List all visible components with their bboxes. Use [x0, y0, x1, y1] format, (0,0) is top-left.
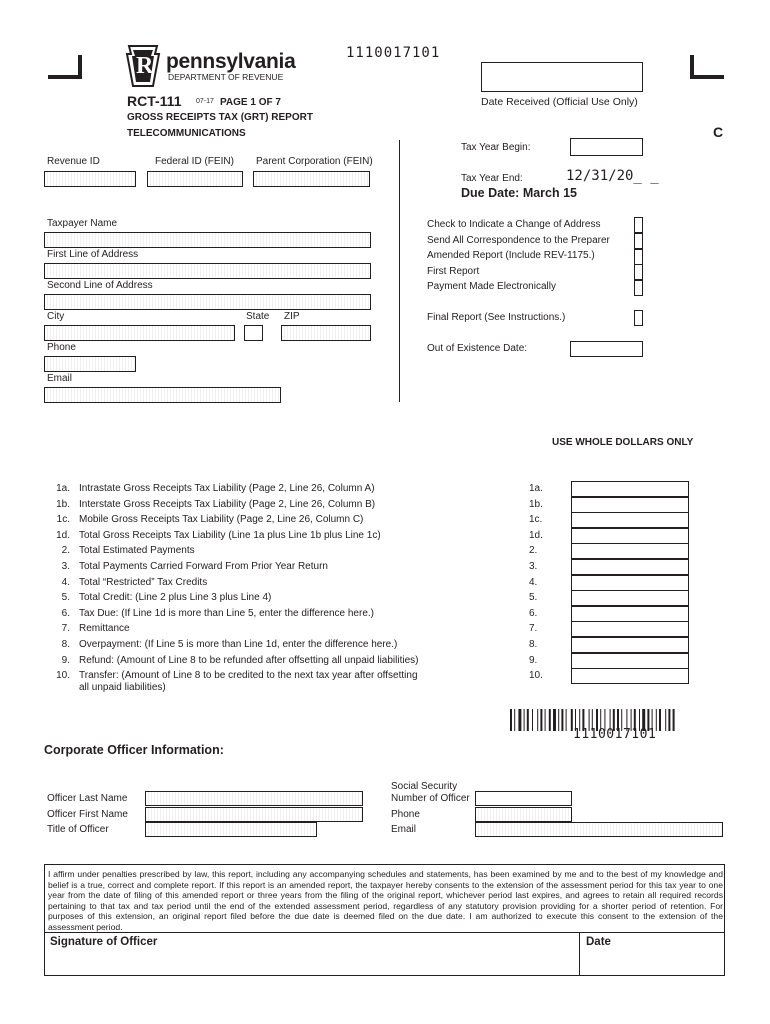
barcode-bar [659, 709, 661, 731]
line-reference: 4. [529, 576, 538, 588]
officer-ssn-label-2: Number of Officer [391, 793, 470, 804]
barcode-bar [673, 709, 675, 731]
line-reference: 5. [529, 592, 538, 604]
barcode-bar [561, 709, 563, 731]
barcode-bar [540, 709, 542, 731]
officer-ssn-field[interactable] [475, 791, 572, 806]
final-report-label: Final Report (See Instructions.) [427, 312, 566, 323]
line-description: Intrastate Gross Receipts Tax Liability (Page 2, Line 26, Column A) [79, 483, 375, 494]
officer-title-label: Title of Officer [47, 824, 109, 835]
line-number: 10. [56, 670, 70, 682]
tax-year-begin-field[interactable] [570, 138, 643, 156]
line-description: Refund: (Amount of Line 8 to be refunded after offsetting all unpaid liabilities) [79, 654, 419, 666]
line-amount-field[interactable] [571, 575, 689, 591]
line-number: 5. [61, 592, 70, 604]
logo-letter: R [136, 53, 154, 79]
address1-field[interactable] [44, 263, 371, 279]
vertical-divider [399, 140, 400, 402]
address1-label: First Line of Address [47, 249, 139, 260]
checkbox-label-send-preparer: Send All Correspondence to the Preparer [427, 235, 610, 246]
address2-field[interactable] [44, 294, 371, 310]
checkbox-payment-electronic[interactable] [634, 280, 643, 296]
checkbox-send-preparer[interactable] [634, 233, 643, 249]
barcode-bar [524, 709, 525, 731]
line-number: 6. [61, 607, 70, 619]
whole-dollars-notice: USE WHOLE DOLLARS ONLY [552, 437, 694, 448]
barcode-bar [665, 709, 666, 731]
barcode-bar [668, 709, 670, 731]
line-description: Overpayment: (If Line 5 is more than Line 1d, enter the difference here.) [79, 639, 398, 650]
affirmation-text: I affirm under penalties prescribed by law, this report, including any accompanying schedules and statements, has been examined by me and to the best of my knowledge and belief is a true, correct and complete report. If this report is an amended report, the taxpayer hereby consents to the extension of the assessment period for this tax year to one year from the date of filing of this amended report or three years from the filing of the original report, whichever period last expires, and agrees to retain all required records pertaining to that tax and tax period until the end of the extended assessment period, regardless of any statutory provision providing for a shorter period of retention. For purposes of this extension, an original report filed before the due date is deemed filed on the due date. I am authorized to execute this consent to the extension of the assessment period. [48, 869, 723, 932]
line-amount-field[interactable] [571, 653, 689, 669]
line-amount-field[interactable] [571, 481, 689, 497]
line-description: Total Credit: (Line 2 plus Line 3 plus Line 4) [79, 592, 272, 604]
line-reference: 7. [529, 623, 538, 635]
barcode-bar [537, 709, 538, 731]
line-number: 1c. [56, 514, 70, 526]
barcode-bar [549, 709, 551, 731]
line-description: Remittance [79, 623, 130, 635]
barcode-bar [527, 709, 529, 731]
checkbox-label-amended: Amended Report (Include REV-1175.) [427, 250, 595, 261]
line-number: 7. [61, 623, 70, 635]
form-id: RCT-111 [127, 93, 182, 109]
checkbox-change-address[interactable] [634, 217, 643, 233]
taxpayer-name-label: Taxpayer Name [47, 218, 118, 229]
date-label[interactable]: Date [586, 936, 611, 948]
out-of-existence-label: Out of Existence Date: [427, 343, 528, 354]
officer-email-field[interactable] [475, 822, 723, 837]
line-description: Mobile Gross Receipts Tax Liability (Page 2, Line 26, Column C) [79, 514, 364, 526]
officer-phone-label: Phone [391, 809, 420, 820]
line-amount-field[interactable] [571, 559, 689, 575]
line-amount-field[interactable] [571, 497, 689, 513]
line-number: 2. [61, 545, 70, 557]
barcode-bar [558, 709, 559, 731]
line-amount-field[interactable] [571, 543, 689, 559]
line-description: Total Estimated Payments [79, 545, 195, 557]
revenue-id-label: Revenue ID [47, 156, 100, 167]
line-amount-field[interactable] [571, 668, 689, 684]
barcode-bar [518, 709, 521, 731]
signature-date-divider [579, 932, 580, 976]
line-reference: 6. [529, 607, 538, 619]
checkbox-amended[interactable] [634, 249, 643, 265]
zip-label: ZIP [284, 311, 300, 322]
city-field[interactable] [44, 325, 235, 341]
page-info: PAGE 1 OF 7 [220, 97, 281, 108]
barcode-bar [514, 709, 515, 731]
barcode-bar [532, 709, 533, 731]
line-reference: 1c. [529, 514, 543, 526]
taxpayer-name-field[interactable] [44, 232, 371, 248]
line-reference: 1d. [529, 529, 543, 541]
barcode-bar [566, 709, 567, 731]
department-name: DEPARTMENT OF REVENUE [168, 72, 284, 82]
out-of-existence-field[interactable] [570, 341, 643, 357]
form-revision: 07-17 [196, 98, 214, 105]
due-date: Due Date: March 15 [461, 186, 578, 200]
tax-year-end-value: 12/31/20_ _ [566, 168, 659, 184]
officer-last-name-label: Officer Last Name [47, 793, 128, 804]
officer-title-field[interactable] [145, 822, 317, 837]
federal-id-field[interactable] [147, 171, 243, 187]
brand-name: pennsylvania [166, 50, 296, 73]
state-label: State [246, 311, 270, 322]
line-amount-field[interactable] [571, 637, 689, 653]
parent-corp-field[interactable] [253, 171, 370, 187]
line-description: Total Payments Carried Forward From Prior Year Return [79, 561, 328, 572]
checkbox-label-payment-electronic: Payment Made Electronically [427, 281, 556, 292]
checkbox-label-first-report: First Report [427, 266, 480, 277]
line-number: 3. [61, 561, 70, 572]
city-label: City [47, 311, 65, 322]
line-description: Tax Due: (If Line 1d is more than Line 5, enter the difference here.) [79, 607, 374, 619]
barcode-bar [553, 709, 556, 731]
parent-corp-label: Parent Corporation (FEIN) [256, 156, 373, 167]
line-amount-field[interactable] [571, 590, 689, 606]
tax-year-end-label: Tax Year End: [461, 173, 523, 184]
officer-heading: Corporate Officer Information: [44, 743, 224, 757]
line-description: Interstate Gross Receipts Tax Liability (Page 2, Line 26, Column B) [79, 498, 376, 510]
federal-id-label: Federal ID (FEIN) [155, 156, 234, 167]
phone-field[interactable] [44, 356, 136, 372]
checkbox-first-report[interactable] [634, 264, 643, 280]
pa-keystone-logo [125, 44, 161, 88]
address2-label: Second Line of Address [47, 280, 153, 291]
line-description: Transfer: (Amount of Line 8 to be credited to the next tax year after offsetting [79, 670, 418, 682]
line-description: Total Gross Receipts Tax Liability (Line 1a plus Line 1b plus Line 1c) [79, 529, 381, 541]
form-title-line2: TELECOMMUNICATIONS [127, 128, 246, 139]
barcode-bar [545, 709, 546, 731]
checkbox-label-change-address: Check to Indicate a Change of Address [427, 219, 601, 230]
line-number: 1b. [56, 498, 70, 510]
form-code-top: 1110017101 [346, 45, 441, 61]
phone-label: Phone [47, 342, 76, 353]
date-received-box [481, 62, 643, 92]
line-amount-field[interactable] [571, 528, 689, 544]
zip-field[interactable] [281, 325, 371, 341]
registration-mark-top-left [48, 55, 82, 79]
date-received-label: Date Received (Official Use Only) [481, 96, 638, 108]
barcode-number: 1110017101 [573, 727, 657, 742]
line-number: 9. [61, 654, 70, 666]
line-number: 1a. [56, 483, 70, 494]
officer-last-name-field[interactable] [145, 791, 363, 806]
side-letter: C [713, 124, 724, 140]
line-number: 8. [61, 639, 70, 650]
line-amount-field[interactable] [571, 512, 689, 528]
form-title-line1: GROSS RECEIPTS TAX (GRT) REPORT [127, 112, 313, 123]
line-number: 4. [61, 576, 70, 588]
signature-label[interactable]: Signature of Officer [50, 936, 158, 948]
line-reference: 9. [529, 654, 538, 666]
checkbox-final-report[interactable] [634, 310, 643, 326]
line-description: Total “Restricted” Tax Credits [79, 576, 208, 588]
barcode-bar [510, 709, 512, 731]
line-reference: 1a. [529, 483, 543, 494]
tax-year-begin-label: Tax Year Begin: [461, 142, 531, 153]
email-label: Email [47, 373, 73, 384]
line-reference: 2. [529, 545, 538, 557]
registration-mark-top-right [690, 55, 724, 79]
line-number: 1d. [56, 529, 70, 541]
affirmation-divider [44, 932, 725, 933]
line-reference: 8. [529, 639, 538, 650]
line-description-continued: all unpaid liabilities) [79, 682, 166, 694]
line-reference: 10. [529, 670, 543, 682]
state-field[interactable] [244, 325, 263, 341]
officer-phone-field[interactable] [475, 807, 572, 822]
officer-ssn-label-1: Social Security [391, 781, 458, 792]
line-amount-field[interactable] [571, 606, 689, 622]
officer-first-name-label: Officer First Name [47, 809, 128, 820]
line-reference: 3. [529, 561, 538, 572]
email-field[interactable] [44, 387, 281, 403]
officer-email-label: Email [391, 824, 417, 835]
line-amount-field[interactable] [571, 621, 689, 637]
line-reference: 1b. [529, 498, 543, 510]
officer-first-name-field[interactable] [145, 807, 363, 822]
revenue-id-field[interactable] [44, 171, 136, 187]
